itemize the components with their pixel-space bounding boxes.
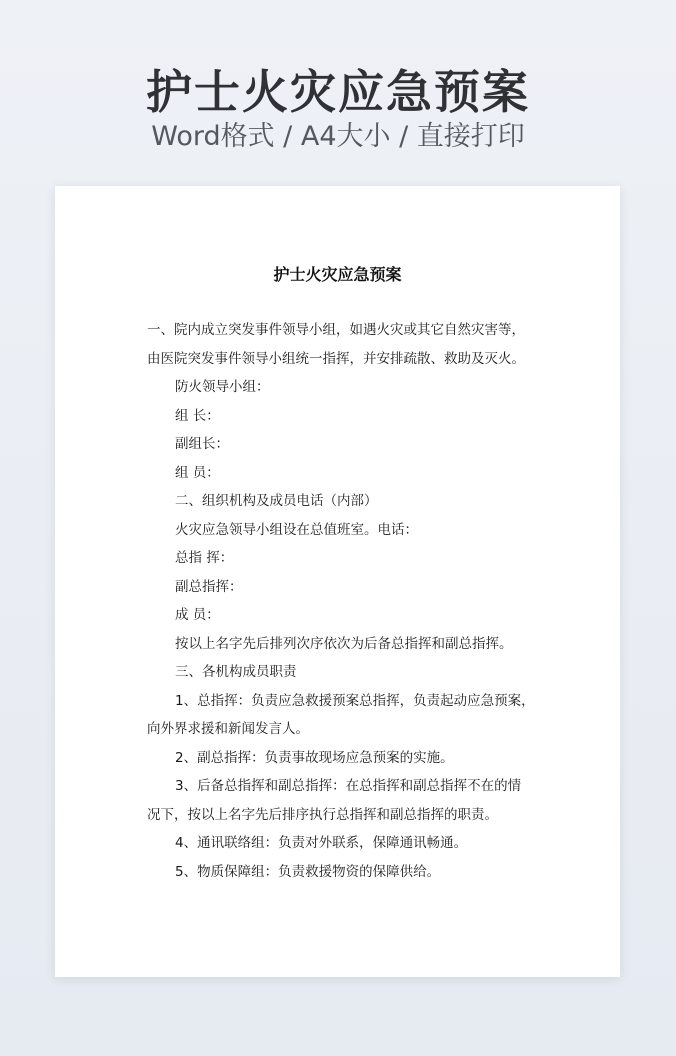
paragraph-line: 2、副总指挥：负责事故现场应急预案的实施。: [175, 749, 454, 766]
paragraph-line: 按以上名字先后排列次序依次为后备总指挥和副总指挥。: [175, 635, 513, 652]
paragraph-line: 3、后备总指挥和副总指挥：在总指挥和副总指挥不在的情: [175, 778, 522, 794]
paragraph-line: 副总指挥：: [175, 578, 243, 595]
paragraph-line: 5、物质保障组：负责救援物资的保障供给。: [175, 863, 441, 880]
paragraph-line: 况下，按以上名字先后排序执行总指挥和副总指挥的职责。: [147, 806, 498, 823]
paragraph-line: 副组长：: [175, 436, 229, 452]
document-title: 护士火灾应急预案: [273, 265, 402, 284]
paragraph-line: 火灾应急领导小组设在总值班室。电话：: [175, 521, 418, 538]
paragraph-line: 组 长：: [175, 407, 220, 424]
paragraph-line: 4、通讯联络组：负责对外联系，保障通讯畅通。: [175, 835, 468, 851]
document-page: [55, 186, 620, 977]
paragraph-line: 三、各机构成员职责: [175, 664, 297, 680]
paragraph-line: 防火领导小组：: [175, 379, 270, 395]
banner-title: 护士火灾应急预案: [146, 65, 530, 119]
paragraph-line: 组 员：: [175, 464, 220, 481]
paragraph-line: 成 员：: [175, 607, 220, 623]
paragraph-line: 1、总指挥：负责应急救援预案总指挥，负责起动应急预案，: [175, 692, 535, 709]
banner-subtitle: Word格式 / A4大小 / 直接打印: [151, 121, 525, 152]
paragraph-line: 二、组织机构及成员电话（内部）: [175, 493, 378, 509]
paragraph-line: 总指 挥：: [175, 550, 234, 566]
paragraph-line: 由医院突发事件领导小组统一指挥，并安排疏散、救助及灭火。: [147, 350, 525, 367]
paragraph-line: 一、院内成立突发事件领导小组，如遇火灾或其它自然灾害等，: [147, 322, 525, 338]
paragraph-line: 向外界求援和新闻发言人。: [147, 721, 309, 737]
